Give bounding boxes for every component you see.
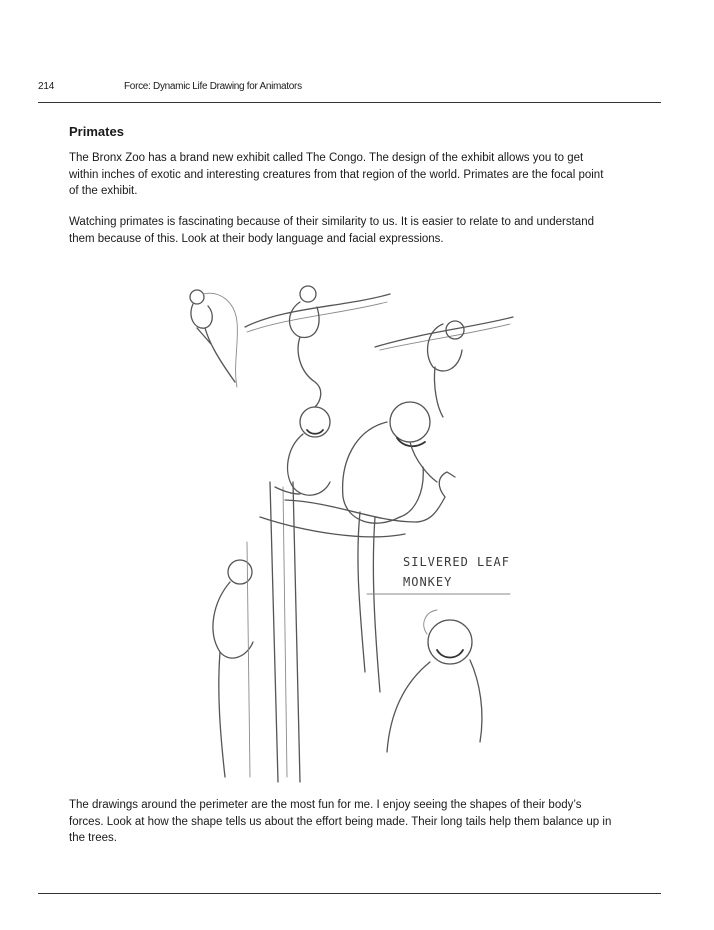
sketch-caption-line2: MONKEY (403, 575, 453, 589)
sketch-monkey-seated-large (343, 402, 437, 692)
section-heading: Primates (69, 124, 124, 139)
paragraph-intro: The Bronx Zoo has a brand new exhibit called The Congo. The design of the exhibit allows you to get within inches of exotic and interesting creatures from that region of the world. Primates are the focal point of the exhibit. (69, 152, 604, 197)
monkey-sketch-illustration (175, 272, 535, 787)
sketch-monkey-climbing (213, 542, 253, 777)
sketch-caption (367, 555, 510, 594)
footer-rule (38, 893, 661, 894)
paragraph-drawings: The drawings around the perimeter are the most fun for me. I enjoy seeing the shapes of their body’s forces. Look at how the shape tells us about the effort being made. Their long tails help them balance up in the trees. (69, 799, 612, 844)
sketch-caption-line1: SILVERED LEAF (403, 555, 510, 569)
page-number: 214 (38, 81, 55, 92)
sketch-monkey-top-left (190, 290, 237, 387)
running-title: Force: Dynamic Life Drawing for Animators (124, 81, 302, 92)
sketch-monkey-top-center (245, 286, 390, 407)
sketch-monkey-head-bottom-right (387, 610, 482, 752)
page-header (38, 78, 661, 103)
sketch-monkey-top-right (375, 317, 513, 417)
sketch-drawing (175, 272, 535, 787)
paragraph-watching: Watching primates is fascinating because of their similarity to us. It is easier to relate to and understand them because of this. Look at their body language and facial expressions. (69, 216, 594, 245)
sketch-monkey-seated-small (275, 407, 330, 495)
